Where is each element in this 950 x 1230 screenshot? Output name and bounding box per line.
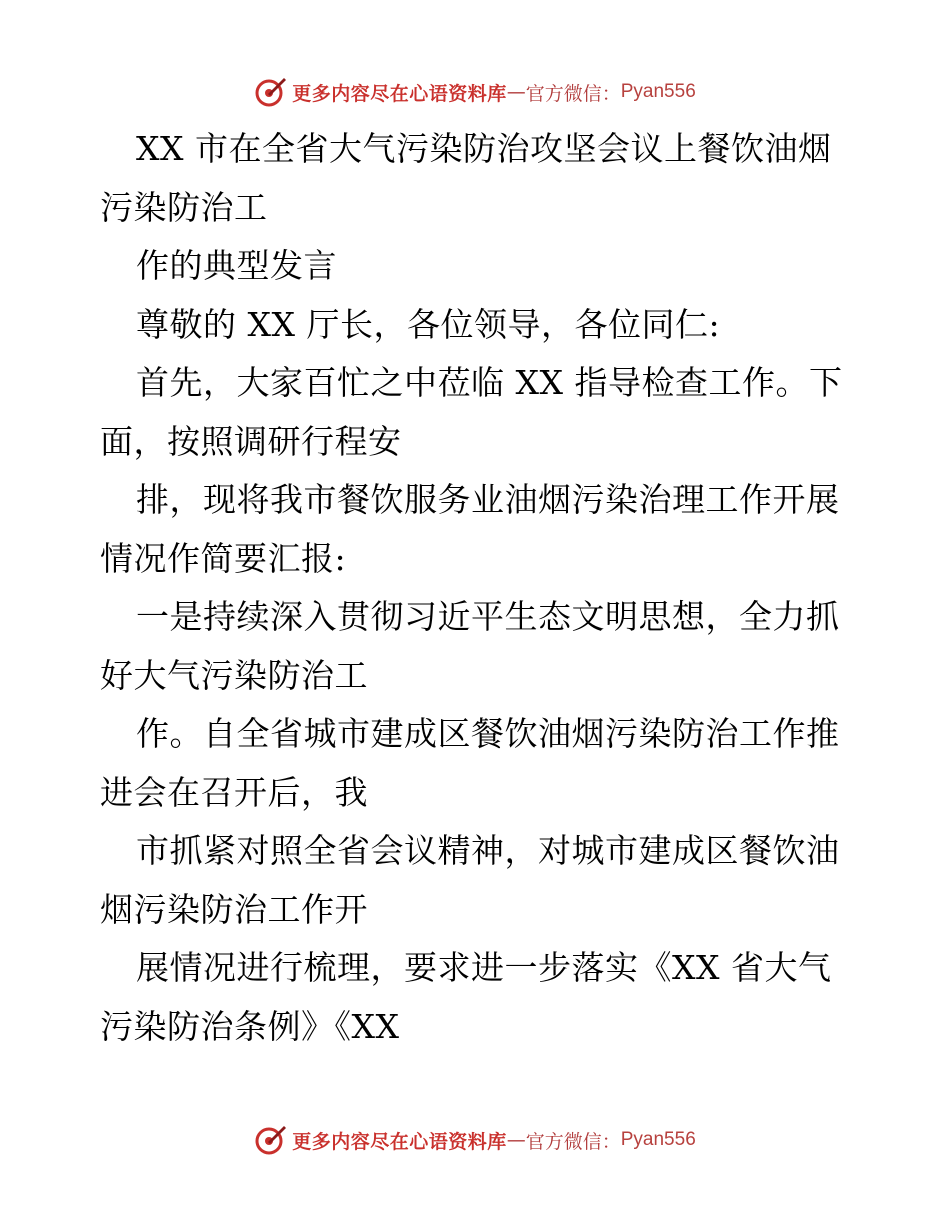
watermark-wechat-id: Pyan556: [620, 1129, 696, 1150]
watermark-wechat-label: 官方微信：: [525, 82, 621, 105]
document-line: 作。自全省城市建成区餐饮油烟污染防治工作推: [136, 714, 840, 753]
watermark-wechat-id: Pyan556: [620, 81, 696, 102]
watermark-footer: [0, 1120, 950, 1160]
document-line: 一是持续深入贯彻习近平生态文明思想，全力抓: [136, 597, 840, 636]
document-line: 市抓紧对照全省会议精神，对城市建成区餐饮油: [136, 831, 840, 870]
document-line: 作的典型发言: [136, 246, 337, 285]
document-line: 情况作简要汇报:: [100, 538, 347, 578]
watermark-dash: —: [506, 81, 526, 103]
document-line: 污染防治工: [100, 187, 268, 227]
document-line: XX 市在全省大气污染防治攻坚会议上餐饮油烟: [136, 129, 832, 168]
document-line: 排，现将我市餐饮服务业油烟污染治理工作开展: [136, 480, 840, 519]
quill-logo-icon: [254, 1123, 288, 1157]
quill-logo-icon: [254, 75, 288, 109]
document-line: 面，按照调研行程安: [100, 421, 402, 461]
document-line: 烟污染防治工作开: [100, 889, 368, 929]
watermark-site-text: 更多内容尽在心语资料库: [292, 1130, 507, 1153]
document-line: 好大气污染防治工: [100, 655, 368, 695]
document-body: [100, 120, 855, 1056]
document-line: 尊敬的 XX 厅长，各位领导，各位同仁:: [136, 304, 721, 344]
document-line: 污染防治条例》《XX: [100, 1006, 400, 1046]
watermark-dash: —: [506, 1129, 526, 1151]
watermark-wechat-label: 官方微信：: [525, 1130, 621, 1153]
document-line: 展情况进行梳理，要求进一步落实《XX 省大气: [136, 948, 832, 987]
document-line: 首先，大家百忙之中莅临 XX 指导检查工作。下: [136, 363, 843, 402]
watermark-header: [0, 72, 950, 112]
watermark-site-text: 更多内容尽在心语资料库: [292, 82, 507, 105]
document-line: 进会在召开后，我: [100, 772, 368, 812]
